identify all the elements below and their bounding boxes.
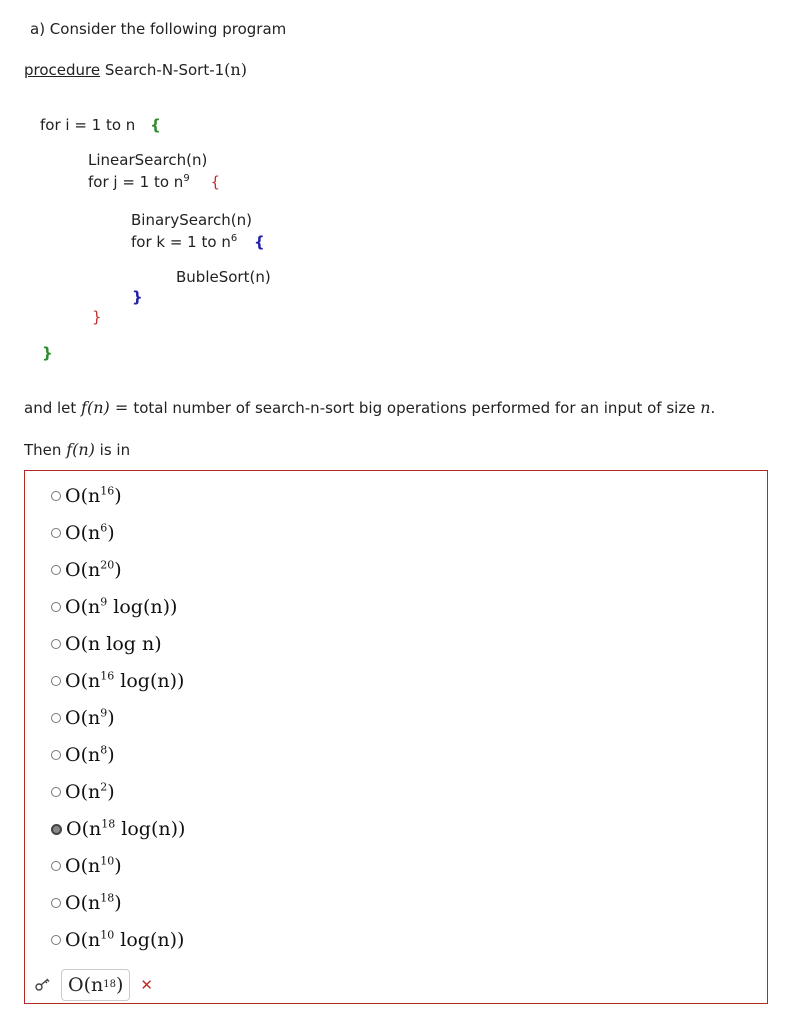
submitted-answer: O(n 18 ) bbox=[61, 969, 130, 1001]
option-tail: ) bbox=[114, 559, 122, 581]
option-label bbox=[65, 929, 184, 951]
code-for-j bbox=[88, 173, 220, 191]
answer-option[interactable] bbox=[51, 777, 115, 807]
and-let-text: and let bbox=[24, 399, 82, 417]
code-binary-search: BinarySearch(n) bbox=[131, 211, 252, 229]
radio-button[interactable] bbox=[51, 787, 61, 797]
brace-open-1: { bbox=[150, 116, 161, 134]
radio-button[interactable] bbox=[51, 898, 61, 908]
submitted-answer-base: O(n bbox=[68, 974, 104, 996]
option-exponent: 16 bbox=[100, 669, 115, 683]
answer-option[interactable] bbox=[51, 555, 122, 585]
then-fn-symbol: f(n) bbox=[66, 440, 95, 459]
option-label bbox=[65, 855, 122, 877]
option-base: O(n bbox=[65, 781, 101, 803]
procedure-param: (n) bbox=[224, 60, 247, 79]
then-suffix: is in bbox=[94, 441, 131, 459]
answer-option[interactable] bbox=[51, 518, 115, 548]
option-label bbox=[65, 522, 115, 544]
option-label bbox=[65, 670, 184, 692]
option-exponent: 9 bbox=[100, 706, 108, 720]
procedure-keyword: procedure bbox=[24, 61, 101, 79]
fn-symbol: f(n) bbox=[81, 398, 110, 417]
answer-option[interactable] bbox=[51, 851, 122, 881]
definition-text: total number of search-n-sort big operations performed for an input of size bbox=[133, 399, 701, 417]
option-base: O(n bbox=[65, 485, 101, 507]
radio-button[interactable] bbox=[51, 491, 61, 501]
option-label bbox=[65, 744, 115, 766]
radio-button[interactable] bbox=[51, 565, 61, 575]
option-base: O(n bbox=[65, 522, 101, 544]
option-exponent: 18 bbox=[100, 891, 115, 905]
answer-option[interactable] bbox=[51, 925, 184, 955]
for-k-text: for k = 1 to n bbox=[131, 233, 231, 251]
brace-close-2: } bbox=[92, 308, 102, 326]
option-tail: ) bbox=[114, 892, 122, 914]
incorrect-mark-icon: ✕ bbox=[140, 976, 153, 994]
definition-statement bbox=[24, 398, 715, 417]
answer-option[interactable] bbox=[51, 888, 122, 918]
option-exponent: 9 bbox=[100, 595, 108, 609]
option-exponent: 16 bbox=[100, 484, 115, 498]
n-symbol: n bbox=[700, 398, 711, 417]
brace-open-3: { bbox=[254, 233, 265, 251]
option-exponent: 2 bbox=[100, 780, 108, 794]
option-label bbox=[65, 559, 122, 581]
code-buble-sort: BubleSort(n) bbox=[176, 268, 271, 286]
answer-feedback bbox=[25, 968, 153, 1002]
option-base: O(n bbox=[65, 892, 101, 914]
radio-button[interactable] bbox=[51, 528, 61, 538]
for-j-exponent: 9 bbox=[183, 173, 190, 184]
answer-option[interactable] bbox=[51, 666, 184, 696]
for-k-exponent: 6 bbox=[230, 233, 238, 244]
option-exponent: 8 bbox=[100, 743, 108, 757]
radio-button[interactable] bbox=[51, 935, 61, 945]
option-label bbox=[65, 707, 115, 729]
procedure-header bbox=[24, 60, 247, 79]
radio-selected[interactable] bbox=[51, 824, 62, 835]
radio-button[interactable] bbox=[51, 676, 61, 686]
answer-option[interactable] bbox=[51, 481, 122, 511]
brace-close-1: } bbox=[42, 344, 53, 362]
period: . bbox=[710, 399, 716, 417]
option-exponent: 10 bbox=[100, 928, 115, 942]
option-exponent: 10 bbox=[100, 854, 115, 868]
option-exponent: 6 bbox=[100, 521, 108, 535]
for-j-text: for j = 1 to n bbox=[88, 173, 184, 191]
brace-open-2: { bbox=[210, 173, 221, 191]
brace-close-3: } bbox=[132, 288, 143, 306]
for-i-text: for i = 1 to n bbox=[40, 116, 136, 134]
option-label bbox=[65, 596, 177, 618]
option-tail: log(n)) bbox=[114, 929, 185, 951]
option-base: O(n bbox=[65, 929, 101, 951]
option-label bbox=[65, 781, 115, 803]
option-tail: ) bbox=[114, 485, 122, 507]
option-tail: log(n)) bbox=[107, 596, 178, 618]
answer-option[interactable] bbox=[51, 592, 177, 622]
option-label bbox=[66, 818, 185, 840]
then-statement bbox=[24, 440, 130, 459]
option-label bbox=[65, 485, 122, 507]
option-tail: ) bbox=[107, 744, 115, 766]
code-for-k bbox=[131, 233, 265, 251]
key-icon bbox=[31, 975, 57, 995]
then-prefix: Then bbox=[24, 441, 67, 459]
answer-option[interactable] bbox=[51, 814, 185, 844]
radio-button[interactable] bbox=[51, 713, 61, 723]
code-for-i bbox=[40, 116, 161, 134]
equals-sign: = bbox=[109, 398, 134, 417]
submitted-answer-tail: ) bbox=[115, 974, 124, 996]
option-label bbox=[65, 633, 162, 655]
option-base: O(n bbox=[65, 596, 101, 618]
answer-option[interactable] bbox=[51, 629, 162, 659]
option-base: O(n bbox=[65, 744, 101, 766]
option-tail: ) bbox=[107, 781, 115, 803]
option-base: O(n bbox=[65, 670, 101, 692]
option-exponent: 20 bbox=[100, 558, 115, 572]
answer-options-box bbox=[24, 470, 768, 1004]
option-tail: log(n)) bbox=[115, 818, 186, 840]
procedure-name: Search-N-Sort-1 bbox=[100, 61, 225, 79]
radio-button[interactable] bbox=[51, 639, 61, 649]
option-tail: log(n)) bbox=[114, 670, 185, 692]
option-tail: ) bbox=[114, 855, 122, 877]
option-base: O(n bbox=[66, 818, 102, 840]
option-tail: ) bbox=[107, 707, 115, 729]
radio-button[interactable] bbox=[51, 602, 61, 612]
option-base: O(n bbox=[65, 707, 101, 729]
option-base: O(n bbox=[65, 855, 101, 877]
code-linear-search: LinearSearch(n) bbox=[88, 151, 208, 169]
part-label: a) Consider the following program bbox=[30, 20, 287, 38]
option-tail: ) bbox=[107, 522, 115, 544]
option-label bbox=[65, 892, 122, 914]
answer-option[interactable] bbox=[51, 740, 115, 770]
radio-button[interactable] bbox=[51, 861, 61, 871]
option-exponent: 18 bbox=[101, 817, 116, 831]
radio-button[interactable] bbox=[51, 750, 61, 760]
option-base: O(n bbox=[65, 559, 101, 581]
option-base: O(n log n) bbox=[65, 633, 162, 655]
answer-option[interactable] bbox=[51, 703, 115, 733]
